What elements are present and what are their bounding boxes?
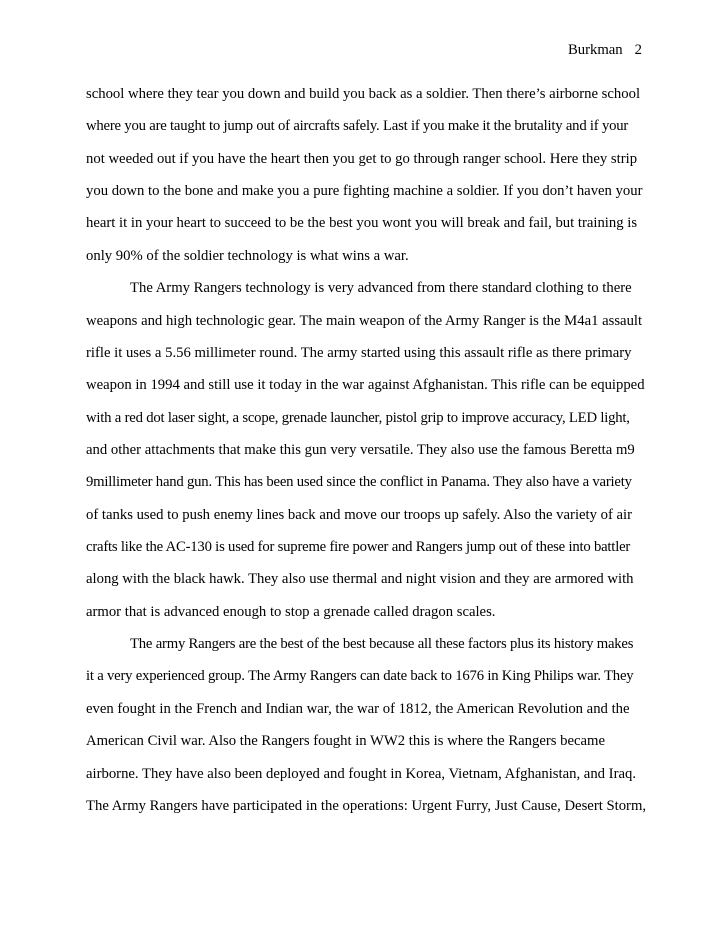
text-line: of tanks used to push enemy lines back and move our troops up safely. Also the variety of air xyxy=(86,506,633,523)
text-line: where you are taught to jump out of aircrafts safely. Last if you make it the brutality and if your xyxy=(86,118,629,135)
text-line: only 90% of the soldier technology is what wins a war. xyxy=(86,247,409,264)
text-line: heart it in your heart to succeed to be the best you wont you will break and fail, but training is xyxy=(86,215,638,232)
text-line: weapons and high technologic gear. The main weapon of the Army Ranger is the M4a1 assault xyxy=(86,312,643,329)
text-line: weapon in 1994 and still use it today in the war against Afghanistan. This rifle can be equipped xyxy=(86,377,645,394)
document-body xyxy=(86,84,646,828)
text-line: even fought in the French and Indian war, the war of 1812, the American Revolution and the xyxy=(86,700,630,717)
text-line: school where they tear you down and build you back as a soldier. Then there’s airborne school xyxy=(86,86,641,102)
text-line: American Civil war. Also the Rangers fought in WW2 this is where the Rangers became xyxy=(86,733,605,750)
text-line: 9millimeter hand gun. This has been used since the conflict in Panama. They also have a variety xyxy=(86,474,632,491)
text-line: along with the black hawk. They also use thermal and night vision and they are armored with xyxy=(86,571,634,588)
header-page-number: 2 xyxy=(634,42,642,58)
text-line: crafts like the AC-130 is used for supreme fire power and Rangers jump out of these into battler xyxy=(86,539,631,556)
text-line: not weeded out if you have the heart then you get to go through ranger school. Here they strip xyxy=(86,150,638,167)
text-line: and other attachments that make this gun very versatile. They also use the famous Beretta m9 xyxy=(86,441,635,458)
text-line: airborne. They have also been deployed and fought in Korea, Vietnam, Afghanistan, and Iraq. xyxy=(86,765,636,782)
text-line: it a very experienced group. The Army Rangers can date back to 1676 in King Philips war. They xyxy=(86,668,634,685)
text-line: armor that is advanced enough to stop a grenade called dragon scales. xyxy=(86,603,496,620)
page-header xyxy=(568,41,642,59)
header-author: Burkman xyxy=(567,42,623,58)
text-line: you down to the bone and make you a pure fighting machine a soldier. If you don’t haven your xyxy=(86,183,643,200)
text-line: The Army Rangers have participated in the operations: Urgent Furry, Just Cause, Desert Storm, xyxy=(86,797,646,814)
text-line: The Army Rangers technology is very advanced from there standard clothing to there xyxy=(130,280,632,297)
text-line: The army Rangers are the best of the best because all these factors plus its history makes xyxy=(130,636,634,653)
text-line: with a red dot laser sight, a scope, grenade launcher, pistol grip to improve accuracy, LED light, xyxy=(86,409,630,426)
text-line: rifle it uses a 5.56 millimeter round. The army started using this assault rifle as there primary xyxy=(86,344,632,361)
